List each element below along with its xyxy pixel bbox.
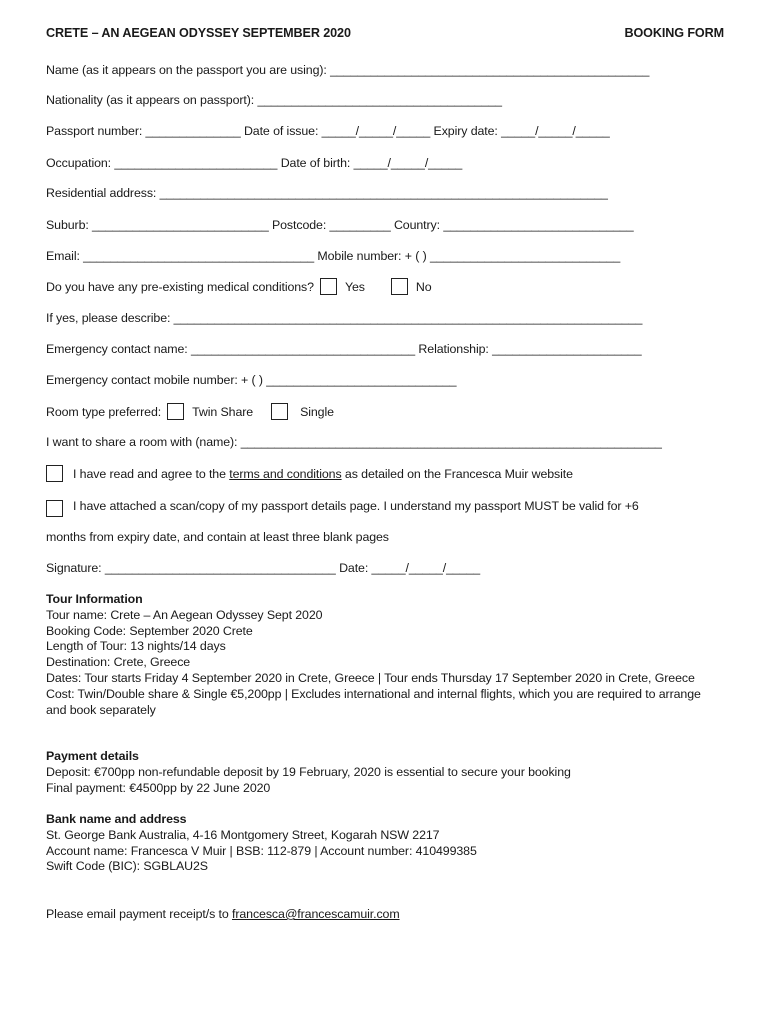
signature-fields[interactable]: Signature: __________________________________ Date: _____/_____/_____ <box>46 561 481 575</box>
name-field[interactable]: Name (as it appears on the passport you are using): _______________________________________________ <box>46 63 650 77</box>
medical-question-row <box>46 279 724 296</box>
payment-deposit: Deposit: €700pp non-refundable deposit by 19 February, 2020 is essential to secure your booking <box>46 764 571 779</box>
tour-code: Booking Code: September 2020 Crete <box>46 623 253 638</box>
tour-destination: Destination: Crete, Greece <box>46 655 191 670</box>
page-title: CRETE – AN AEGEAN ODYSSEY SEPTEMBER 2020 <box>46 26 351 40</box>
tour-name: Tour name: Crete – An Aegean Odyssey Sept 2020 <box>46 607 323 622</box>
form-header <box>46 26 724 40</box>
footer-note <box>46 907 710 923</box>
room-type-label: Room type preferred: <box>46 404 162 419</box>
form-label: BOOKING FORM <box>624 26 724 40</box>
room-type-row <box>46 404 724 421</box>
bank-account: Account name: Francesca V Muir | BSB: 112-879 | Account number: 410499385 <box>46 843 477 858</box>
address-field[interactable]: Residential address: __________________________________________________________________ <box>46 186 608 200</box>
tour-information <box>46 592 710 718</box>
emergency-mobile-field[interactable]: Emergency contact mobile number: + ( ) ____________________________ <box>46 373 457 387</box>
room-twin-checkbox[interactable] <box>167 403 184 420</box>
passport-attach-continued: months from expiry date, and contain at least three blank pages <box>46 530 389 544</box>
medical-no-label: No <box>415 279 432 294</box>
passport-attach-text: I have attached a scan/copy of my passport details page. I understand my passport MUST be valid for +6 <box>73 498 639 513</box>
payment-final: Final payment: €4500pp by 22 June 2020 <box>46 780 271 795</box>
medical-yes-checkbox[interactable] <box>320 278 337 295</box>
passport-attach-checkbox[interactable] <box>46 500 63 517</box>
email-fields[interactable]: Email: __________________________________ Mobile number: + ( ) ____________________________ <box>46 249 621 263</box>
passport-attach-row <box>46 498 724 515</box>
bank-details <box>46 812 710 875</box>
medical-no-checkbox[interactable] <box>391 278 408 295</box>
room-twin-label: Twin Share <box>192 404 254 419</box>
medical-question: Do you have any pre-existing medical conditions? <box>46 279 314 294</box>
bank-address: St. George Bank Australia, 4-16 Montgomery Street, Kogarah NSW 2217 <box>46 827 440 842</box>
room-single-label: Single <box>300 404 334 419</box>
terms-text-pre: I have read and agree to the <box>73 466 230 481</box>
terms-link[interactable]: terms and conditions <box>229 466 342 481</box>
terms-checkbox[interactable] <box>46 465 63 482</box>
tour-length: Length of Tour: 13 nights/14 days <box>46 639 226 654</box>
bank-heading: Bank name and address <box>46 812 187 826</box>
bank-swift: Swift Code (BIC): SGBLAU2S <box>46 859 208 874</box>
occupation-fields[interactable]: Occupation: ________________________ Date of birth: _____/_____/_____ <box>46 156 463 170</box>
share-room-field[interactable]: I want to share a room with (name): ______________________________________________________________ <box>46 435 662 449</box>
emergency-contact-fields[interactable]: Emergency contact name: _________________________________ Relationship: ______________________ <box>46 342 642 356</box>
footer-email-link[interactable]: francesca@francescamuir.com <box>232 907 400 921</box>
passport-fields[interactable]: Passport number: ______________ Date of issue: _____/_____/_____ Expiry date: _____/_____/_____ <box>46 124 610 138</box>
nationality-field[interactable]: Nationality (as it appears on passport): ____________________________________ <box>46 93 502 107</box>
payment-details <box>46 749 710 796</box>
tour-dates: Dates: Tour starts Friday 4 September 2020 in Crete, Greece | Tour ends Thursday 17 September 2020 in Crete, Greece <box>46 670 695 685</box>
medical-yes-label: Yes <box>344 279 365 294</box>
payment-heading: Payment details <box>46 749 139 763</box>
terms-row <box>46 466 724 483</box>
terms-text-post: as detailed on the Francesca Muir website <box>341 466 573 481</box>
footer-text: Please email payment receipt/s to <box>46 907 232 921</box>
suburb-fields[interactable]: Suburb: __________________________ Postcode: _________ Country: ____________________________ <box>46 218 634 232</box>
room-single-checkbox[interactable] <box>271 403 288 420</box>
tour-cost: Cost: Twin/Double share & Single €5,200pp | Excludes international and internal flights, which you are required to arrange and book separately <box>46 686 701 717</box>
tour-heading: Tour Information <box>46 592 143 606</box>
medical-describe-field[interactable]: If yes, please describe: _____________________________________________________________________ <box>46 311 643 325</box>
